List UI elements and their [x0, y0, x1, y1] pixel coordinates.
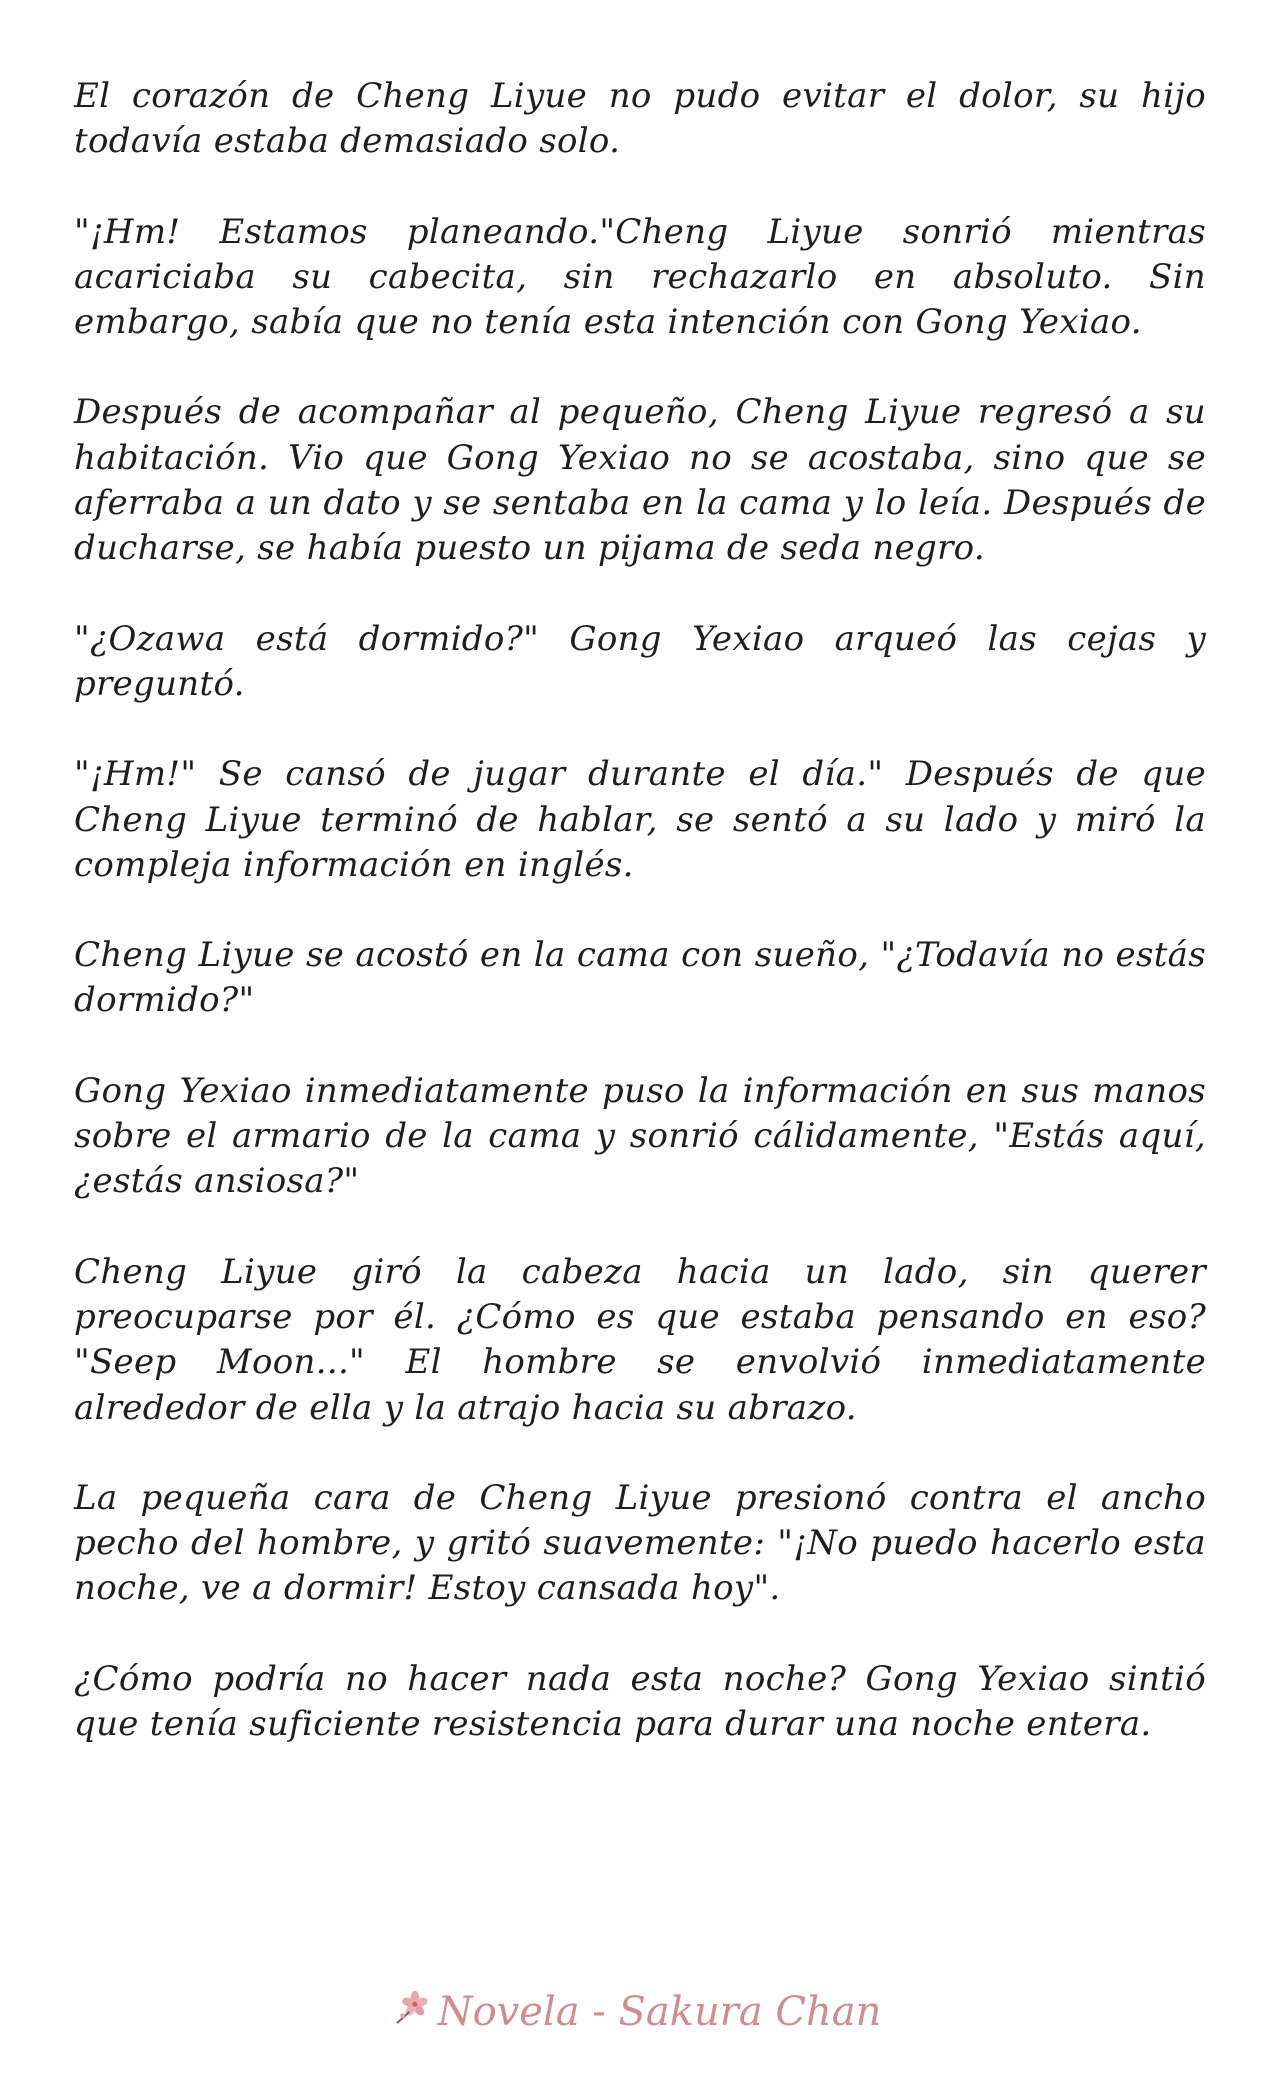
document-body	[74, 74, 1206, 1792]
paragraph-8: Cheng Liyue giró la cabeza hacia un lado, sin querer preocuparse por él. ¿Cómo es que estaba pensando en eso? "Seep Moon..." El hombre se envolvió inmediatamente alrededor de ella y la atrajo hacia su abrazo.	[74, 1251, 1206, 1428]
paragraph-5: "¡Hm!" Se cansó de jugar durante el día." Después de que Cheng Liyue terminó de hablar, se sentó a su lado y miró la compleja información en inglés.	[74, 754, 1206, 885]
paragraph-1: El corazón de Cheng Liyue no pudo evitar el dolor, su hijo todavía estaba demasiado solo.	[74, 76, 1206, 162]
watermark-text: Novela - Sakura Chan	[437, 1989, 882, 2035]
cherry-blossom-icon	[394, 1989, 432, 2027]
watermark	[0, 1988, 1275, 2036]
paragraph-2: "¡Hm! Estamos planeando."Cheng Liyue sonrió mientras acariciaba su cabecita, sin rechazarlo en absoluto. Sin embargo, sabía que no tenía esta intención con Gong Yexiao.	[74, 211, 1206, 343]
paragraph-6: Cheng Liyue se acostó en la cama con sueño, "¿Todavía no estás dormido?"	[74, 935, 1206, 1021]
paragraph-9: La pequeña cara de Cheng Liyue presionó contra el ancho pecho del hombre, y gritó suavemente: "¡No puedo hacerlo esta noche, ve a dormir! Estoy cansada hoy".	[74, 1477, 1206, 1609]
paragraph-4: "¿Ozawa está dormido?" Gong Yexiao arqueó las cejas y preguntó.	[74, 618, 1206, 704]
paragraph-10: ¿Cómo podría no hacer nada esta noche? Gong Yexiao sintió que tenía suficiente resistencia para durar una noche entera.	[74, 1658, 1206, 1745]
paragraph-3: Después de acompañar al pequeño, Cheng Liyue regresó a su habitación. Vio que Gong Yexiao no se acostaba, sino que se aferraba a un dato y se sentaba en la cama y lo leía. Después de ducharse, se había puesto un pijama de seda negro.	[74, 392, 1206, 569]
paragraph-7: Gong Yexiao inmediatamente puso la información en sus manos sobre el armario de la cama y sonrió cálidamente, "Estás aquí, ¿estás ansiosa?"	[74, 1070, 1206, 1202]
